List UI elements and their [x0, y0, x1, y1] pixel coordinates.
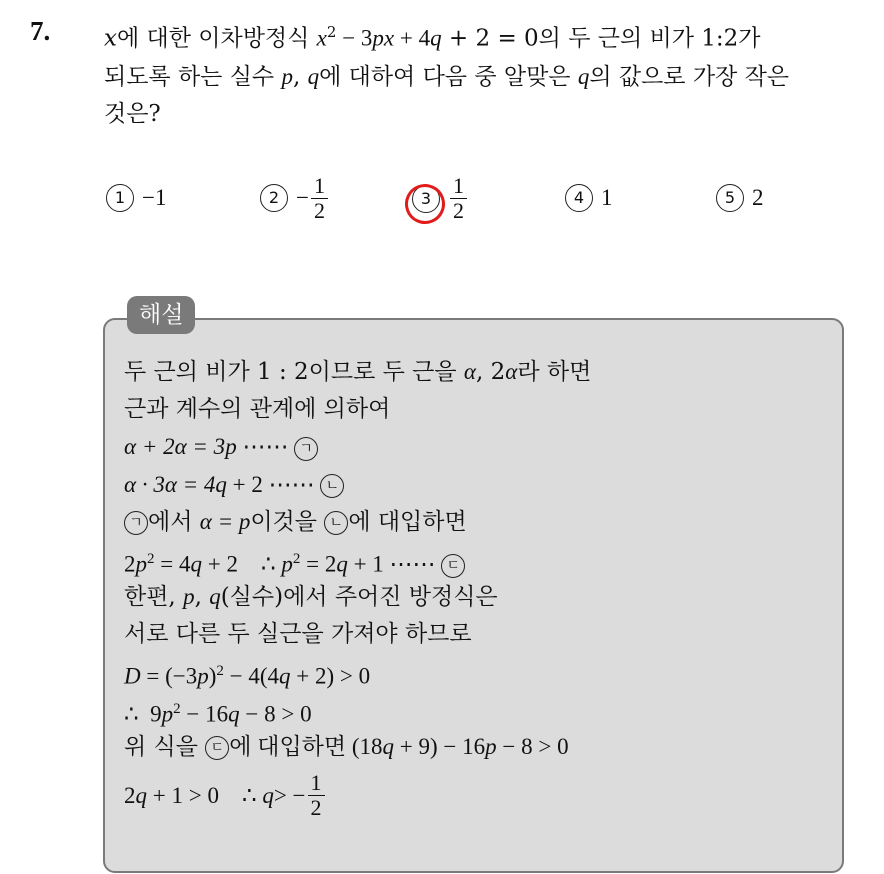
circled-label-2: ㄴ [324, 511, 348, 535]
solution-line-9: $D = (-3p)^2 - 4(4q + 2) > 0$ [124, 663, 371, 689]
choice-value: 2 [752, 185, 764, 210]
choice-number: 1 [106, 184, 134, 212]
solution-line-2: 근과 계수의 관계에 의하여 [124, 395, 391, 422]
circled-label-1: ㄱ [294, 437, 318, 461]
solution-line-3: α + 2α = 3p ⋯⋯ ㄱ [124, 428, 824, 466]
circled-label-3: ㄷ [205, 736, 229, 760]
choice-value: 1 [601, 185, 613, 210]
choice-value: −1 [142, 185, 167, 210]
question-text [104, 14, 874, 133]
choice-number-wrap [412, 184, 448, 213]
solution-line-5: ㄱ 에서 α = p이것을 ㄴ 에 대입하면 [124, 503, 824, 541]
choice-1[interactable] [106, 168, 166, 228]
choice-3[interactable] [412, 168, 469, 228]
question-line-3: 것은? [104, 100, 161, 127]
choice-number: 2 [260, 184, 288, 212]
choice-number: 4 [565, 184, 593, 212]
circled-label-3: ㄷ [441, 554, 465, 578]
choice-fraction: $\frac{1}{2}$ [311, 174, 328, 223]
solution-line-8: 서로 다른 두 실근을 가져야 하므로 [124, 620, 472, 647]
choice-4[interactable] [565, 168, 613, 228]
choice-fraction: $\frac{1}{2}$ [450, 174, 467, 223]
question-number: 7. [30, 16, 51, 46]
fraction-one-half: $\frac{1}{2}$ [308, 771, 325, 820]
solution-line-1: 두 근의 비가 1 : 2이므로 두 근을 α, 2α라 하면 [124, 359, 592, 385]
choice-sign: − [296, 185, 309, 210]
solution-line-4: α · 3α = 4q + 2 ⋯⋯ ㄴ [124, 466, 824, 504]
solution-text [124, 353, 824, 826]
solution-line-6: $2p^2 = 4q + 2$ ∴ $p^2 = 2q + 1$ ⋯⋯ ㄷ [124, 541, 824, 579]
choice-5[interactable] [716, 168, 764, 228]
choice-number: 3 [412, 185, 440, 213]
solution-label: 해설 [127, 296, 195, 334]
answer-choices [0, 168, 884, 238]
circled-label-1: ㄱ [124, 511, 148, 535]
solution-line-11: 위 식을 ㄷ 에 대입하면 (18q + 9) − 16p − 8 > 0 [124, 734, 569, 760]
question-line-2: 되도록 하는 실수 p, q에 대하여 다음 중 알맞은 q의 값으로 가장 작은 [104, 63, 790, 90]
solution-line-12: 2 q + 1 > 0 ∴ q > − $\frac{1}{2}$ [124, 766, 824, 826]
circled-label-2: ㄴ [320, 474, 344, 498]
answer-mark-circle [399, 178, 450, 229]
question-line-1: x에 대한 이차방정식 $x^2 - 3px + 4q + 2 = 0$의 두 근의 비가 1:2가 [104, 23, 761, 52]
solution-line-7: 한편, p, q(실수)에서 주어진 방정식은 [124, 584, 498, 610]
solution-line-10: ∴ $9p^2 - 16q - 8 > 0$ [124, 700, 312, 727]
choice-2[interactable] [260, 168, 330, 228]
choice-number: 5 [716, 184, 744, 212]
